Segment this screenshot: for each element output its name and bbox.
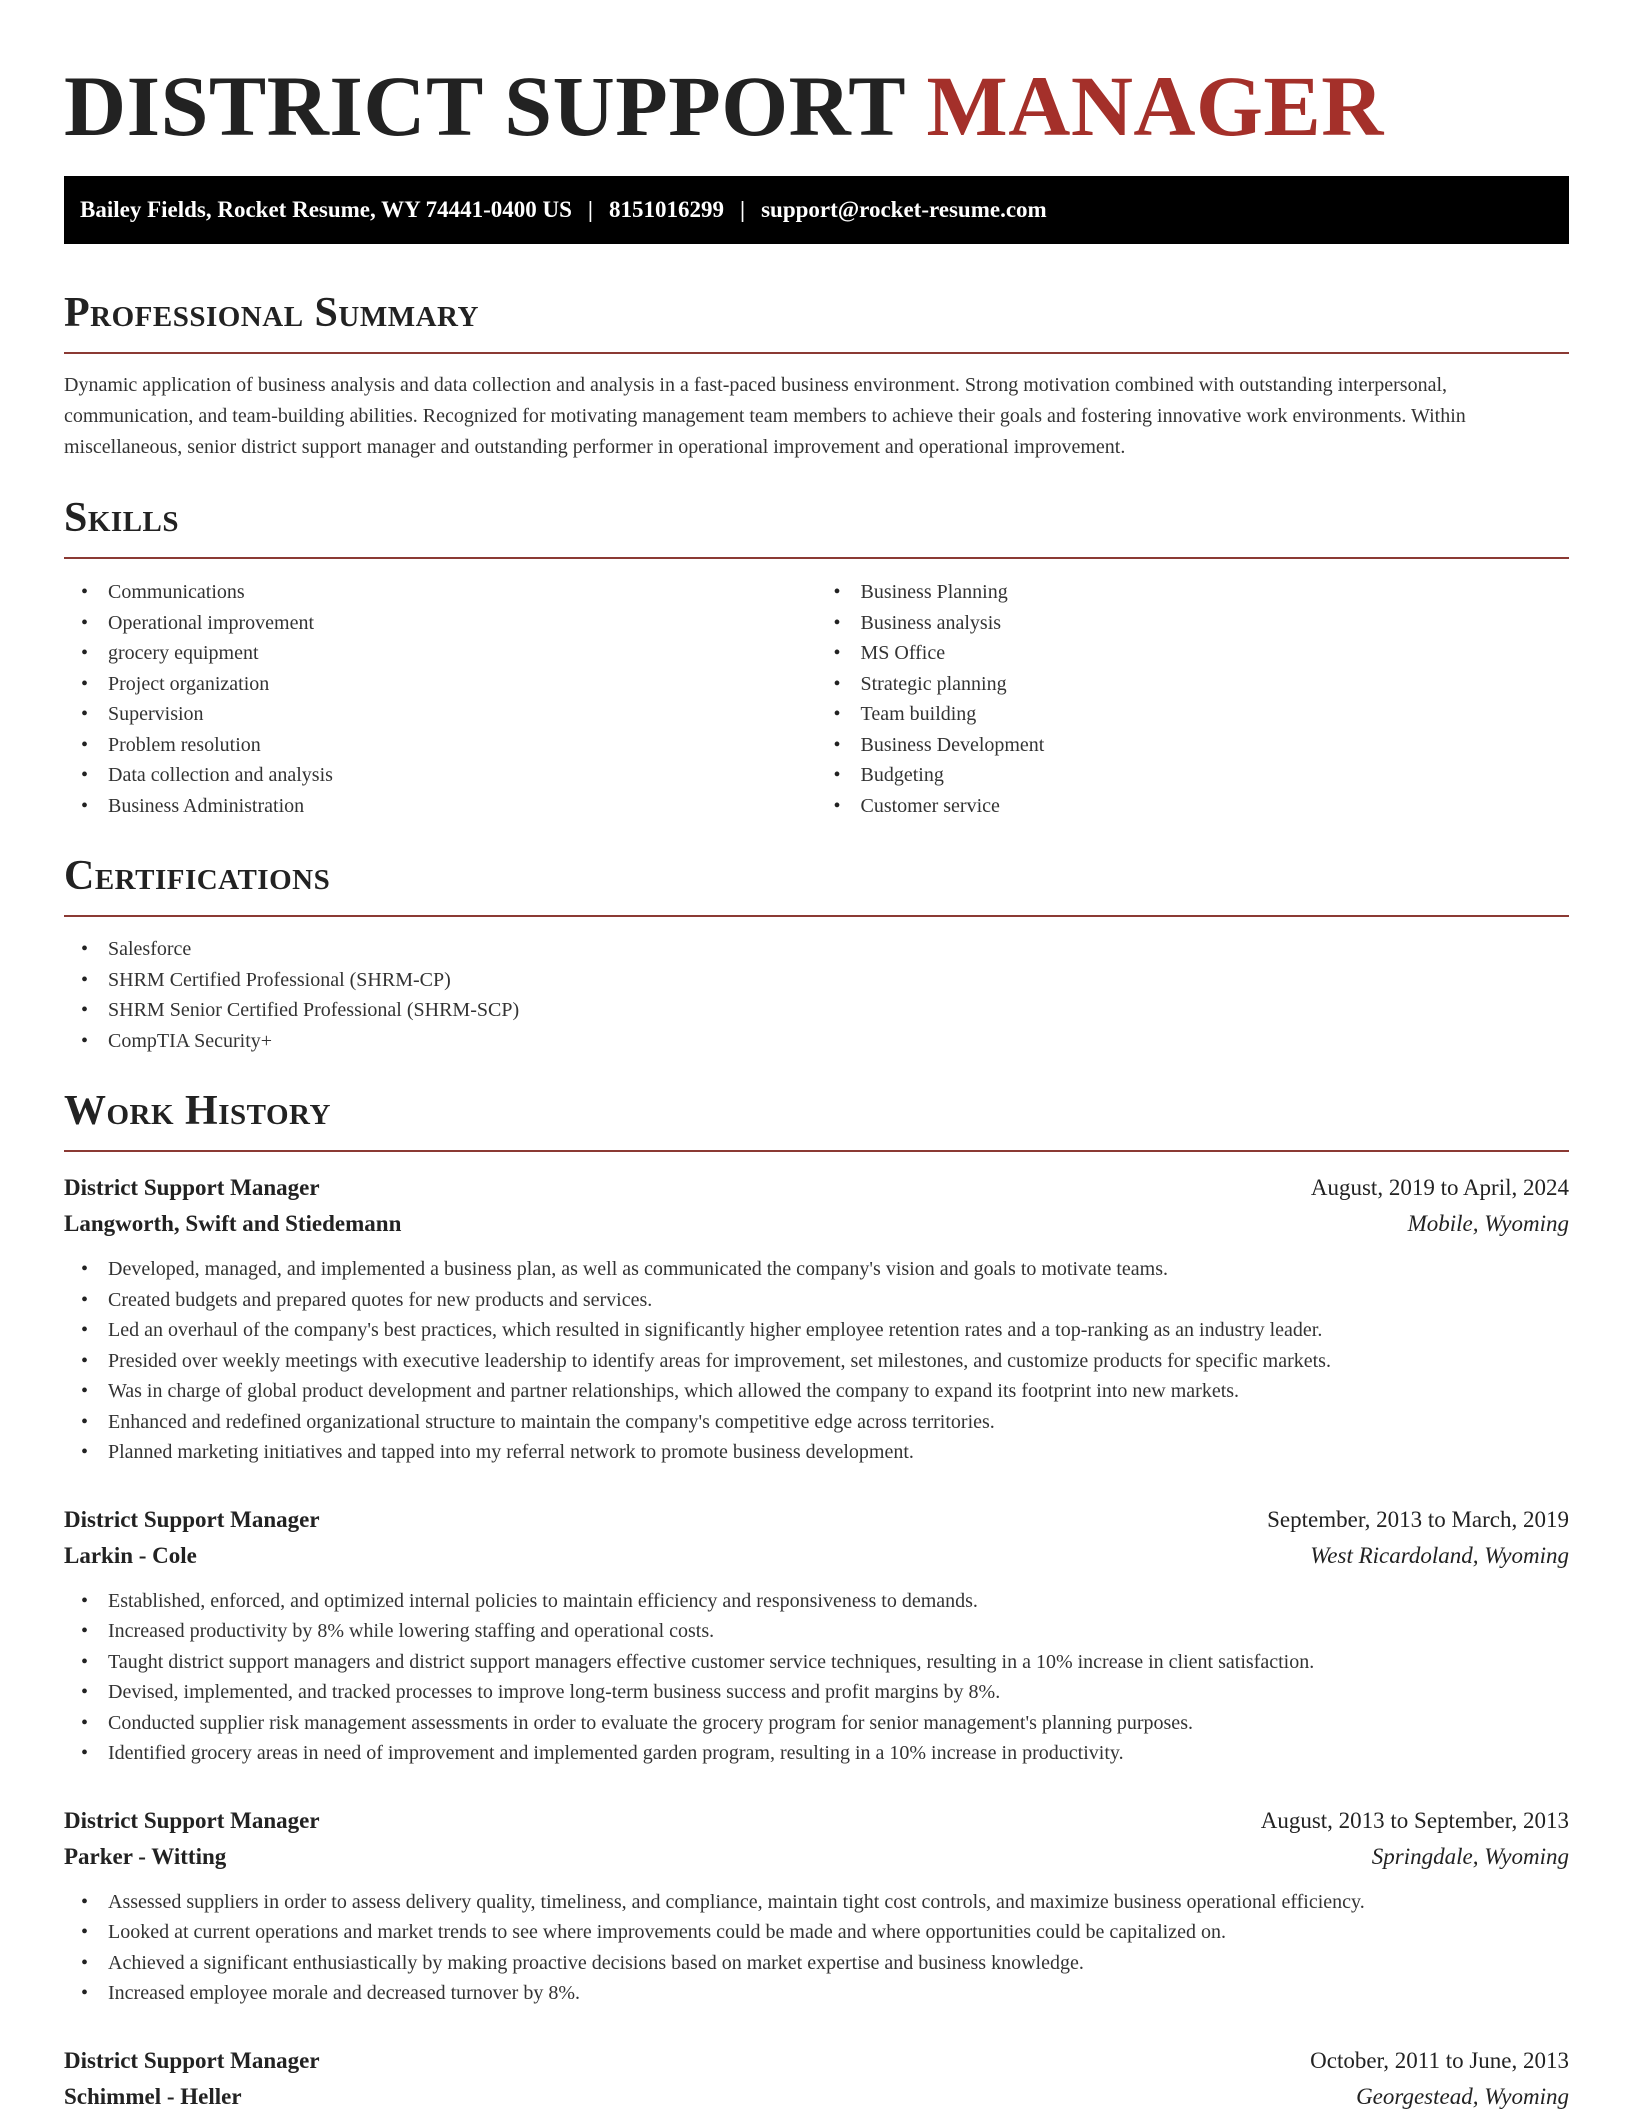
skills-list-right (817, 577, 1570, 821)
job-header-row (64, 2043, 1569, 2079)
job-bullets (64, 1887, 1569, 2009)
job-bullet: • Enhanced and redefined organizational structure to maintain the company's competitive edge across territories. (108, 1407, 1569, 1438)
job-title: District Support Manager (64, 1506, 320, 1532)
skill-item: • Project organization (108, 669, 817, 700)
section-heading: Certifications (64, 851, 1569, 917)
title-part-2: MANAGER (926, 58, 1384, 154)
contact-separator: | (740, 197, 746, 222)
job-company-row (64, 1206, 1569, 1242)
skills-section (64, 493, 1569, 821)
certification-item: • SHRM Certified Professional (SHRM-CP) (108, 965, 1569, 996)
skill-item: • Operational improvement (108, 608, 817, 639)
job-bullet: • Taught district support managers and district support managers effective customer service techniques, resulting in a 10% increase in client satisfaction. (108, 1647, 1569, 1678)
job-dates: October, 2011 to June, 2013 (1310, 2047, 1569, 2073)
job-company-row (64, 2079, 1569, 2115)
certification-item: • CompTIA Security+ (108, 1026, 1569, 1057)
resume-title (64, 56, 1569, 156)
job-header-row (64, 1502, 1569, 1538)
job-bullet: • Established, enforced, and optimized internal policies to maintain efficiency and responsiveness to demands. (108, 1586, 1569, 1617)
jobs-list (64, 1170, 1569, 2115)
certifications-list (64, 934, 1569, 1056)
skill-item: • MS Office (861, 638, 1570, 669)
skills-list-left (64, 577, 817, 821)
contact-bar (64, 176, 1569, 244)
job-company: Parker - Witting (64, 1843, 227, 1869)
job-bullet: • Led an overhaul of the company's best practices, which resulted in significantly higher employee retention rates and a top-ranking as an industry leader. (108, 1315, 1569, 1346)
job-entry (64, 1803, 1569, 2009)
skill-item: • Business Development (861, 730, 1570, 761)
resume-page (64, 0, 1569, 2115)
contact-separator: | (587, 197, 593, 222)
section-heading: Skills (64, 493, 1569, 559)
contact-email: support@rocket-resume.com (761, 197, 1047, 222)
skill-item: • Data collection and analysis (108, 760, 817, 791)
job-bullet: • Identified grocery areas in need of improvement and implemented garden program, resulting in a 10% increase in productivity. (108, 1738, 1569, 1769)
job-bullet: • Looked at current operations and market trends to see where improvements could be made and where opportunities could be capitalized on. (108, 1917, 1569, 1948)
job-bullets (64, 1254, 1569, 1468)
job-dates: September, 2013 to March, 2019 (1267, 1506, 1569, 1532)
job-company-row (64, 1538, 1569, 1574)
job-location: Mobile, Wyoming (1407, 1211, 1569, 1236)
skill-item: • Customer service (861, 791, 1570, 822)
job-bullet: • Planned marketing initiatives and tapped into my referral network to promote business development. (108, 1437, 1569, 1468)
job-bullet: • Achieved a significant enthusiastically by making proactive decisions based on market expertise and business knowledge. (108, 1948, 1569, 1979)
skill-item: • Team building (861, 699, 1570, 730)
contact-address: Bailey Fields, Rocket Resume, WY 74441-0400 US (80, 197, 572, 222)
summary-section (64, 288, 1569, 463)
skill-item: • Communications (108, 577, 817, 608)
skill-item: • Business analysis (861, 608, 1570, 639)
job-title: District Support Manager (64, 2047, 320, 2073)
job-bullet: • Assessed suppliers in order to assess delivery quality, timeliness, and compliance, maintain tight cost controls, and maximize business operational efficiency. (108, 1887, 1569, 1918)
job-location: Georgestead, Wyoming (1356, 2083, 1569, 2109)
job-header-row (64, 1803, 1569, 1839)
job-entry (64, 1502, 1569, 1769)
job-title: District Support Manager (64, 1175, 320, 1200)
skills-columns (64, 577, 1569, 821)
job-entry (64, 1170, 1569, 1468)
skill-item: • grocery equipment (108, 638, 817, 669)
job-company: Langworth, Swift and Stiedemann (64, 1211, 402, 1236)
job-bullet: • Increased productivity by 8% while lowering staffing and operational costs. (108, 1616, 1569, 1647)
job-bullet: • Presided over weekly meetings with executive leadership to identify areas for improvement, set milestones, and customize products for specific markets. (108, 1346, 1569, 1377)
job-bullet: • Was in charge of global product development and partner relationships, which allowed the company to expand its footprint into new markets. (108, 1376, 1569, 1407)
skill-item: • Strategic planning (861, 669, 1570, 700)
skill-item: • Problem resolution (108, 730, 817, 761)
certifications-section (64, 851, 1569, 1056)
job-dates: August, 2019 to April, 2024 (1310, 1175, 1569, 1200)
job-bullet: • Devised, implemented, and tracked processes to improve long-term business success and profit margins by 8%. (108, 1677, 1569, 1708)
section-heading: Work History (64, 1086, 1569, 1152)
job-location: Springdale, Wyoming (1371, 1843, 1569, 1869)
summary-text: Dynamic application of business analysis and data collection and analysis in a fast-paced business environment. Strong motivation combined with outstanding interpersonal, communication, and team-building abilities. Recognized for motivating management team members to achieve their goals and fostering innovative work environments. Within miscellaneous, senior district support manager and outstanding performer in operational improvement and operational improvement. (64, 374, 1466, 458)
section-heading: Professional Summary (64, 288, 1569, 354)
skill-item: • Supervision (108, 699, 817, 730)
job-header-row (64, 1170, 1569, 1206)
certification-item: • SHRM Senior Certified Professional (SHRM-SCP) (108, 995, 1569, 1026)
skill-item: • Business Administration (108, 791, 817, 822)
job-bullet: • Conducted supplier risk management assessments in order to evaluate the grocery program for senior management's planning purposes. (108, 1708, 1569, 1739)
skill-item: • Budgeting (861, 760, 1570, 791)
contact-phone: 8151016299 (609, 197, 724, 222)
title-part-1: DISTRICT SUPPORT (64, 58, 905, 154)
job-company: Schimmel - Heller (64, 2083, 242, 2109)
job-location: West Ricardoland, Wyoming (1310, 1542, 1569, 1568)
work-history-section (64, 1086, 1569, 2115)
job-bullets (64, 1586, 1569, 1769)
job-bullet: • Developed, managed, and implemented a business plan, as well as communicated the company's vision and goals to motivate teams. (108, 1254, 1569, 1285)
job-bullet: • Increased employee morale and decreased turnover by 8%. (108, 1978, 1569, 2009)
certification-item: • Salesforce (108, 934, 1569, 965)
job-entry (64, 2043, 1569, 2115)
job-title: District Support Manager (64, 1807, 320, 1833)
job-bullet: • Created budgets and prepared quotes for new products and services. (108, 1285, 1569, 1316)
job-company: Larkin - Cole (64, 1542, 197, 1568)
job-company-row (64, 1839, 1569, 1875)
skill-item: • Business Planning (861, 577, 1570, 608)
job-dates: August, 2013 to September, 2013 (1260, 1807, 1569, 1833)
